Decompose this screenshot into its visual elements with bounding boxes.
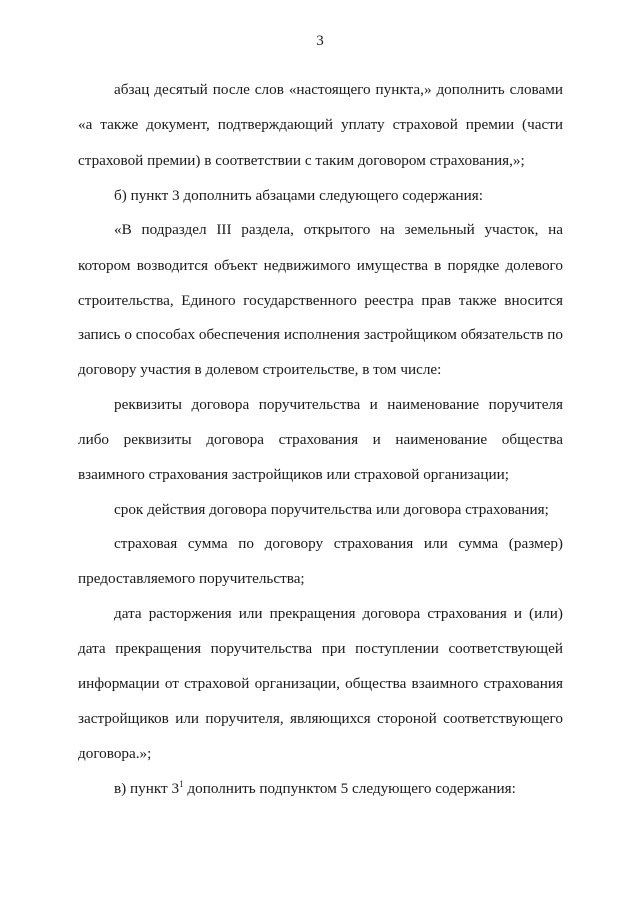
paragraph-1-line-3: страховой премии) в соответствии с таким договором страхования,»; [78, 152, 525, 169]
paragraph-5-line-1: срок действия договора поручительства или договора страхования; [114, 501, 549, 518]
paragraph-4-line-2: либо реквизиты договора страхования и наименование общества [78, 431, 563, 448]
paragraph-2-line-1: б) пункт 3 дополнить абзацами следующего содержания: [114, 187, 483, 204]
paragraph-4-line-3: взаимного страхования застройщиков или страховой организации; [78, 466, 509, 483]
paragraph-3-line-2: котором возводится объект недвижимого имущества в порядке долевого [78, 257, 563, 274]
paragraph-7-line-5: договора.»; [78, 745, 152, 762]
paragraph-6-line-1: страховая сумма по договору страхования или сумма (размер) [114, 535, 563, 552]
paragraph-3-line-3: строительства, Единого государственного реестра прав также вносится [78, 292, 563, 309]
paragraph-8-line-1 [114, 780, 563, 798]
paragraph-8-text-before: в) пункт 3 [114, 780, 180, 797]
paragraph-3-line-5: договору участия в долевом строительстве, в том числе: [78, 361, 442, 378]
paragraph-4-line-1: реквизиты договора поручительства и наименование поручителя [114, 396, 563, 413]
paragraph-3-line-4: запись о способах обеспечения исполнения застройщиком обязательств по [78, 326, 563, 343]
paragraph-6-line-2: предоставляемого поручительства; [78, 570, 305, 587]
paragraph-3-line-1: «В подраздел III раздела, открытого на земельный участок, на [114, 221, 563, 238]
paragraph-7-line-2: дата прекращения поручительства при поступлении соответствующей [78, 640, 563, 657]
paragraph-8-superscript: 1 [179, 779, 184, 789]
paragraph-1-line-1: абзац десятый после слов «настоящего пункта,» дополнить словами [114, 81, 563, 98]
paragraph-1-line-2: «а также документ, подтверждающий уплату страховой премии (части [78, 116, 563, 133]
paragraph-7-line-1: дата расторжения или прекращения договора страхования и (или) [114, 605, 563, 622]
page-number: 3 [316, 33, 324, 49]
paragraph-7-line-4: застройщиков или поручителя, являющихся стороной соответствующего [78, 710, 563, 727]
paragraph-7-line-3: информации от страховой организации, общества взаимного страхования [78, 675, 563, 692]
paragraph-8-text-after: дополнить подпунктом 5 следующего содержания: [183, 780, 516, 797]
